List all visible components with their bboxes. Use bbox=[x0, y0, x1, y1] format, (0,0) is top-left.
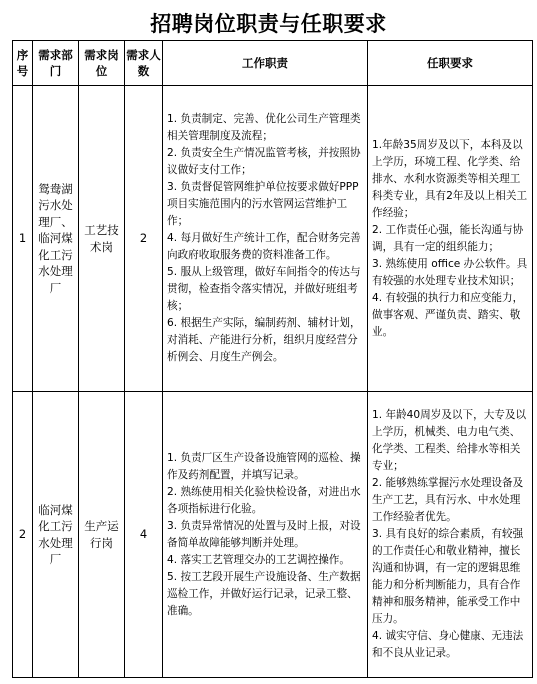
header-dept: 需求部门 bbox=[33, 41, 79, 86]
header-count: 需求人数 bbox=[125, 41, 163, 86]
duty-item: 1. 负责厂区生产设备设施管网的巡检、操作及药剂配置，并填写记录。 bbox=[167, 451, 361, 481]
req-item: 2. 能够熟练掌握污水处理设备及生产工艺，具有污水、中水处理工作经验者优先。 bbox=[372, 477, 524, 523]
req-item: 4. 有较强的执行力和应变能力，做事客观、严谨负责、踏实、敬业。 bbox=[372, 291, 524, 338]
duty-item: 5. 服从上级管理，做好车间指令的传达与贯彻，检查指令落实情况，并做好班组考核； bbox=[167, 266, 361, 312]
req-item: 1. 年龄40周岁及以下，大专及以上学历，机械类、电力电气类、化学类、工程类、给排水等相关专业； bbox=[372, 409, 527, 472]
page-title: 招聘岗位职责与任职要求 bbox=[150, 12, 387, 36]
cell-duties bbox=[163, 86, 368, 392]
req-item: 1.年龄35周岁及以下，本科及以上学历，环境工程、化学类、给排水、水利水资源类等相关理工科类专业，具有2年及以上相关工作经验； bbox=[372, 138, 528, 219]
duty-item: 3. 负责督促管网维护单位按要求做好PPP项目实施范围内的污水管网运营维护工作； bbox=[167, 181, 359, 227]
cell-seq: 1 bbox=[13, 86, 33, 392]
recruitment-table bbox=[12, 40, 533, 678]
cell-count: 4 bbox=[125, 392, 163, 678]
req-item: 3. 具有良好的综合素质，有较强的工作责任心和敬业精神，擅长沟通和协调，有一定的逻辑思维能力和分析判断能力，具有合作精神和服务精神，能承受工作中压力。 bbox=[372, 528, 524, 625]
duty-item: 4. 落实工艺管理交办的工艺调控操作。 bbox=[167, 553, 350, 566]
req-item: 3. 熟练使用 office 办公软件。具有较强的水处理专业技术知识； bbox=[372, 257, 528, 287]
duty-item: 5. 按工艺段开展生产设施设备、生产数据巡检工作，并做好运行记录，记录工整、准确。 bbox=[167, 570, 361, 617]
header-reqs: 任职要求 bbox=[368, 41, 533, 86]
req-item: 4. 诚实守信、身心健康、无违法和不良从业记录。 bbox=[372, 630, 524, 659]
cell-dept: 鸳鸯湖污水处理厂、临河煤化工污水处理厂 bbox=[33, 86, 79, 392]
cell-seq: 2 bbox=[13, 392, 33, 678]
cell-duties bbox=[163, 392, 368, 678]
cell-reqs bbox=[368, 86, 533, 392]
duty-item: 6. 根据生产实际，编制药剂、辅材计划，对消耗、产能进行分析，组织月度经营分析例会、月度生产例会。 bbox=[167, 317, 361, 363]
cell-reqs bbox=[368, 392, 533, 678]
duty-item: 1. 负责制定、完善、优化公司生产管理类相关管理制度及流程； bbox=[167, 113, 361, 142]
cell-count: 2 bbox=[125, 86, 163, 392]
header-post: 需求岗位 bbox=[79, 41, 125, 86]
table-row bbox=[13, 86, 533, 392]
cell-dept: 临河煤化工污水处理厂 bbox=[33, 392, 79, 678]
header-seq: 序号 bbox=[13, 41, 33, 86]
duty-item: 2. 熟练使用相关化验快检设备，对进出水各项指标进行化验。 bbox=[167, 485, 361, 515]
duty-item: 4. 每月做好生产统计工作，配合财务完善向政府收取服务费的资料准备工作。 bbox=[167, 232, 361, 261]
duty-item: 2. 负责安全生产情况监管考核，并按照协议做好支付工作； bbox=[167, 147, 361, 176]
table-row bbox=[13, 392, 533, 678]
duty-item: 3. 负责异常情况的处置与及时上报，对设备简单故障能够判断并处理。 bbox=[167, 519, 361, 549]
header-duties: 工作职责 bbox=[163, 41, 368, 86]
table-header-row bbox=[13, 41, 533, 86]
req-item: 2. 工作责任心强，能长沟通与协调，具有一定的组织能力； bbox=[372, 223, 524, 253]
cell-post: 生产运行岗 bbox=[79, 392, 125, 678]
cell-post: 工艺技术岗 bbox=[79, 86, 125, 392]
